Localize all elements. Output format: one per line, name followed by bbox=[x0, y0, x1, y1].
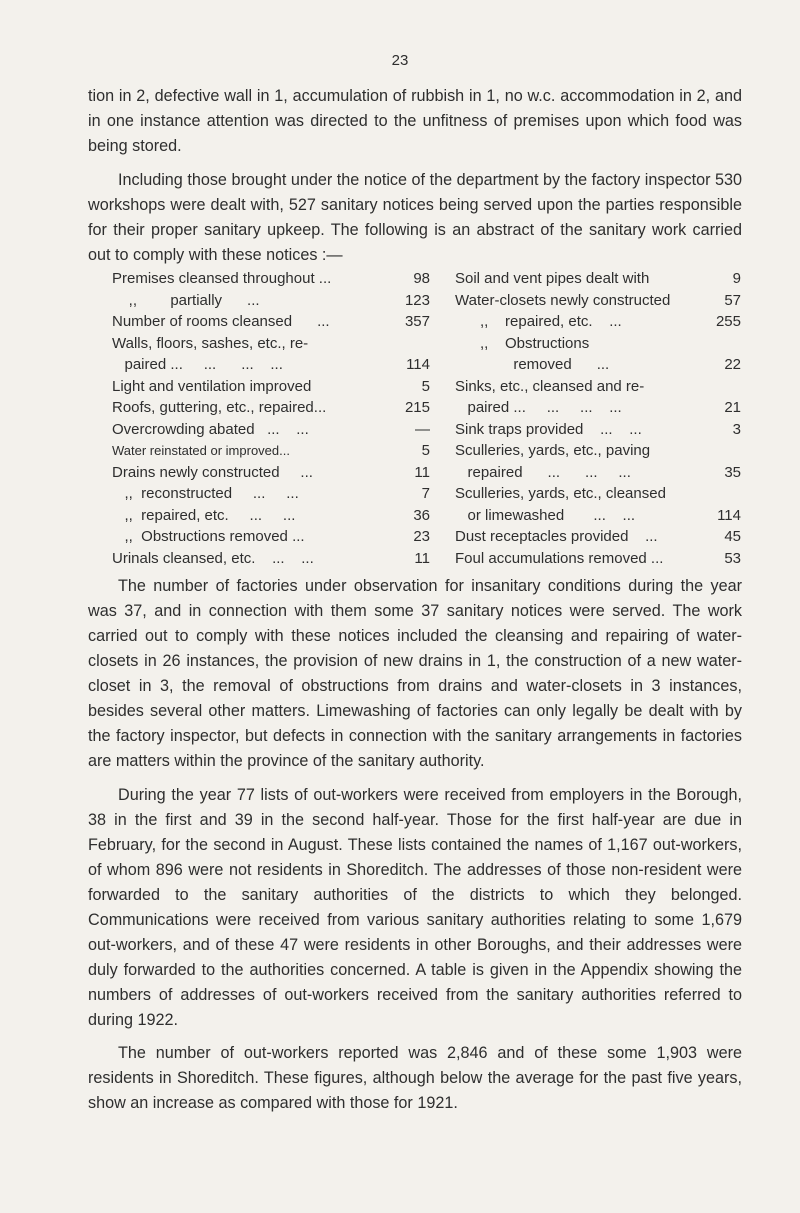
paragraph-factories: The number of factories under observation for insanitary conditions during the year was 37, and in connection with them some 37 sanitary notices were served. The work carried out to comply with these notices included the cleansing and repairing of water-closets in 26 instances, the provision of new drains in 1, the construction of a new water-closet in 3, the removal of obstructions from drains and water-closets in 3 instances, besides several other matters. Limewashing of factories can only legally be dealt with by the factory inspector, but defects in connection with the sanitary arrangements in factories are matters within the province of the sanitary authority. bbox=[88, 577, 742, 770]
abstract-item-label: Dust receptacles provided ... bbox=[455, 528, 658, 545]
abstract-item-value: 23 bbox=[413, 528, 430, 545]
abstract-item-label: Overcrowding abated ... ... bbox=[112, 420, 309, 438]
abstract-row bbox=[455, 483, 741, 505]
abstract-item-value: 36 bbox=[413, 506, 430, 524]
abstract-item-value: 215 bbox=[404, 399, 430, 416]
abstract-item-value: 114 bbox=[406, 356, 430, 373]
abstract-item-label: Sink traps provided ... ... bbox=[455, 420, 642, 438]
abstract-item-value bbox=[703, 483, 741, 505]
abstract-item-label: repaired ... ... ... bbox=[455, 463, 631, 481]
abstract-item-value bbox=[703, 376, 741, 398]
abstract-item-label: Water reinstated or improved... bbox=[112, 443, 290, 458]
abstract-row bbox=[112, 440, 430, 462]
abstract-row bbox=[112, 483, 430, 505]
abstract-row bbox=[455, 333, 741, 355]
abstract-item-label: Roofs, guttering, etc., repaired... bbox=[112, 399, 327, 416]
abstract-item-value: 11 bbox=[414, 463, 430, 481]
paragraph-out-workers-reported: The number of out-workers reported was 2,846 and of these some 1,903 were residents in Shoreditch. These figures, although below the average for the past five years, show an increase as compared with those for 1921. bbox=[88, 1044, 742, 1112]
abstract-row bbox=[455, 311, 741, 333]
abstract-item-label: Sinks, etc., cleansed and re- bbox=[455, 377, 645, 395]
page-number: 23 bbox=[391, 52, 409, 69]
paragraph-continuation: tion in 2, defective wall in 1, accumulation of rubbish in 1, no w.c. accommodation in 2, and in one instance attention was directed to the unfitness of premises upon which food was being stored. bbox=[88, 87, 742, 155]
abstract-item-label: Soil and vent pipes dealt with bbox=[455, 270, 650, 287]
abstract-item-label: ,, repaired, etc. ... bbox=[455, 313, 622, 330]
abstract-item-value: 11 bbox=[414, 549, 430, 567]
abstract-item-label: Light and ventilation improved bbox=[112, 377, 312, 395]
abstract-row bbox=[112, 505, 430, 527]
abstract-item-label: ,, Obstructions bbox=[455, 334, 590, 352]
abstract-item-label: ,, reconstructed ... ... bbox=[112, 485, 299, 502]
abstract-item-label: Urinals cleansed, etc. ... ... bbox=[112, 549, 314, 567]
abstract-row bbox=[455, 290, 741, 312]
abstract-row bbox=[112, 311, 430, 333]
abstract-item-label: Walls, floors, sashes, etc., re- bbox=[112, 334, 309, 352]
abstract-item-value: 5 bbox=[421, 377, 430, 395]
paragraph-out-workers-lists: During the year 77 lists of out-workers were received from employers in the Borough, 38 in the first and 39 in the second half-year. Those for the first half-year are due in February, for the second in August. These lists contained the names of 1,167 out-workers, of whom 896 were not residents in Shoreditch. The addresses of those non-resident were forwarded to the sanitary authorities of the districts to which they belonged. Communications were received from various sanitary authorities relating to some 1,679 out-workers, and of these 47 were residents in other Boroughs, and their addresses were duly forwarded to the authorities concerned. A table is given in the Appendix showing the numbers of addresses of out-workers received from the sanitary authorities referred to during 1922. bbox=[88, 786, 742, 1029]
abstract-item-value: — bbox=[415, 420, 430, 438]
abstract-item-label: Water-closets newly constructed bbox=[455, 291, 671, 309]
abstract-item-label: Drains newly constructed ... bbox=[112, 463, 313, 481]
abstract-item-value: 3 bbox=[732, 420, 741, 438]
abstract-row bbox=[455, 376, 741, 398]
abstract-item-label: paired ... ... ... ... bbox=[112, 356, 283, 373]
abstract-row bbox=[112, 526, 430, 548]
abstract-item-label: ,, partially ... bbox=[112, 291, 260, 309]
abstract-row bbox=[112, 462, 430, 484]
abstract-row bbox=[455, 462, 741, 484]
abstract-row bbox=[112, 268, 430, 290]
abstract-right-column bbox=[455, 268, 741, 569]
abstract-item-value: 255 bbox=[715, 313, 741, 330]
abstract-row bbox=[112, 548, 430, 570]
abstract-item-label: ,, Obstructions removed ... bbox=[112, 528, 305, 545]
abstract-item-value: 53 bbox=[724, 549, 741, 567]
abstract-row bbox=[455, 397, 741, 419]
abstract-item-value bbox=[390, 333, 430, 355]
abstract-row bbox=[112, 290, 430, 312]
abstract-item-value: 123 bbox=[404, 291, 430, 309]
abstract-item-label: ,, repaired, etc. ... ... bbox=[112, 506, 296, 524]
abstract-item-value: 57 bbox=[724, 291, 741, 309]
abstract-item-value: 98 bbox=[413, 270, 430, 287]
abstract-item-label: or limewashed ... ... bbox=[455, 506, 636, 524]
abstract-row bbox=[455, 548, 741, 570]
abstract-item-label: Premises cleansed throughout ... bbox=[112, 270, 332, 287]
abstract-item-value: 21 bbox=[724, 399, 741, 416]
abstract-item-label: paired ... ... ... ... bbox=[455, 399, 622, 416]
abstract-row bbox=[112, 376, 430, 398]
abstract-row bbox=[112, 419, 430, 441]
paragraph-workshops: Including those brought under the notice of the department by the factory inspector 530 workshops were dealt with, 527 sanitary notices being served upon the parties responsible for their proper sanitary upkeep. The following is an abstract of the sanitary work carried out to comply with these notices :— bbox=[88, 171, 742, 264]
abstract-item-value: 357 bbox=[404, 313, 430, 330]
abstract-item-label: removed ... bbox=[455, 356, 610, 373]
abstract-row bbox=[455, 354, 741, 376]
abstract-item-value: 9 bbox=[732, 270, 741, 287]
abstract-item-label: Foul accumulations removed ... bbox=[455, 549, 664, 567]
abstract-item-value: 114 bbox=[717, 506, 741, 524]
abstract-item-value bbox=[703, 333, 741, 355]
abstract-item-value: 35 bbox=[724, 463, 741, 481]
abstract-item-label: Sculleries, yards, etc., cleansed bbox=[455, 485, 666, 502]
abstract-row bbox=[112, 397, 430, 419]
abstract-item-label: Sculleries, yards, etc., paving bbox=[455, 442, 651, 459]
abstract-row bbox=[112, 333, 430, 355]
abstract-item-value: 22 bbox=[724, 356, 741, 373]
abstract-left-column bbox=[112, 268, 430, 569]
abstract-item-label: Number of rooms cleansed ... bbox=[112, 313, 330, 330]
abstract-row bbox=[455, 526, 741, 548]
abstract-row bbox=[112, 354, 430, 376]
abstract-row bbox=[455, 268, 741, 290]
abstract-item-value: 5 bbox=[421, 442, 430, 459]
abstract-item-value bbox=[703, 440, 741, 462]
abstract-item-value: 7 bbox=[421, 485, 430, 502]
abstract-row bbox=[455, 440, 741, 462]
abstract-row bbox=[455, 419, 741, 441]
abstract-row bbox=[455, 505, 741, 527]
abstract-item-value: 45 bbox=[724, 528, 741, 545]
